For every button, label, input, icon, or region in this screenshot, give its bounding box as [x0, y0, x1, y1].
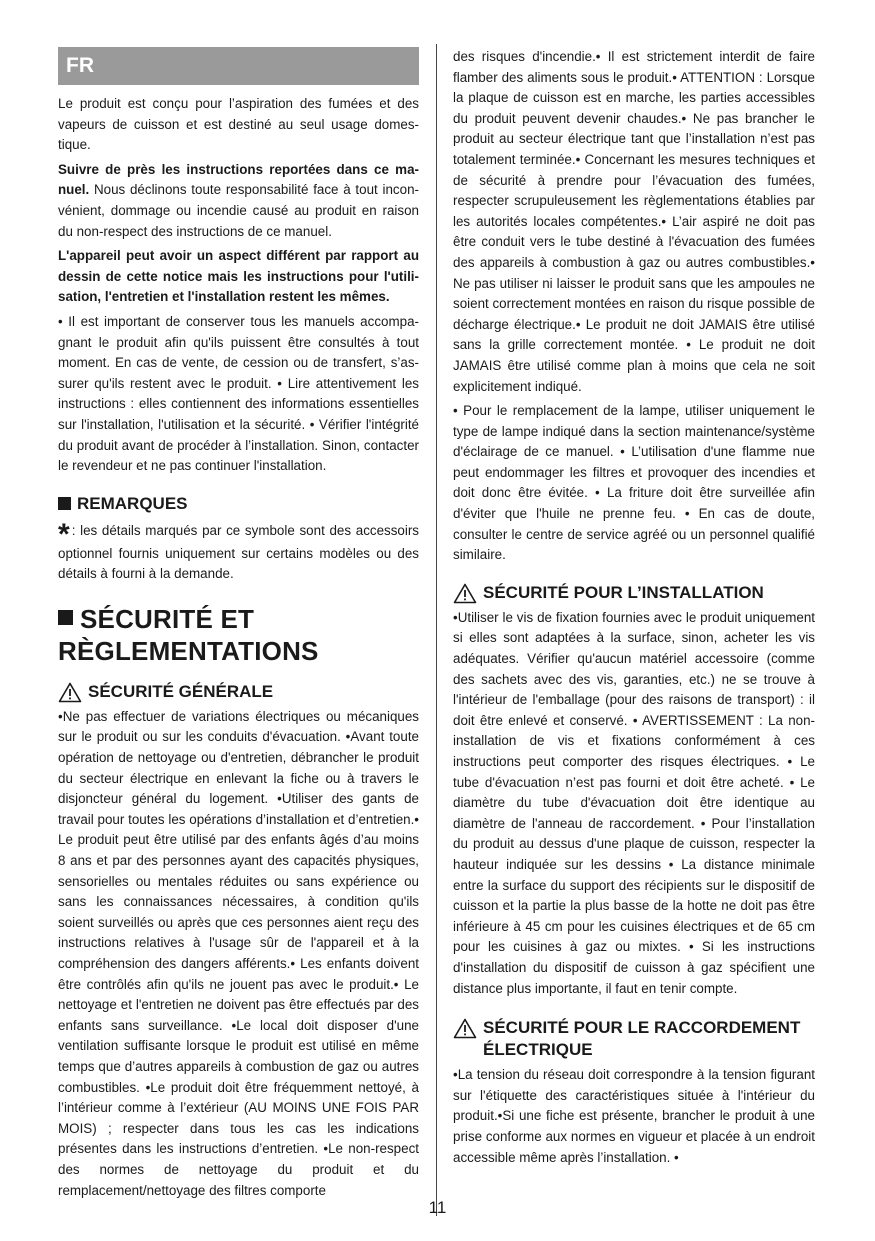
warning-triangle-icon — [58, 682, 82, 703]
left-column — [58, 47, 419, 1205]
securite-raccordement-title: SÉCURITÉ POUR LE RACCORDEMENT ÉLECTRIQUE — [483, 1018, 801, 1060]
page-number: 11 — [428, 1198, 447, 1217]
intro-paragraph-2 — [58, 160, 419, 242]
securite-raccordement-heading — [453, 1017, 815, 1061]
remarques-body: : les détails marqués par ce symbole sont des accessoirs optionnel fournis uniquement sur certains modèles ou des détails à fourni à la demande. — [58, 522, 419, 582]
securite-generale-heading — [58, 681, 419, 703]
warning-triangle-icon — [453, 583, 477, 604]
securite-title-line2: RÈGLEMENTATIONS — [58, 635, 319, 666]
remarques-heading — [58, 493, 419, 515]
square-bullet-icon — [58, 497, 71, 510]
intro-paragraph-4: • Il est important de conserver tous les manuels accompagnant le produit afin qu'ils puissent être consultés à tout moment. En cas de vente, de cession ou de transfert, s’assurer qu'ils restent avec le produit. • Lire attentivement les instructions : elles contiennent des informations essentielles sur l'installation, l'utilisation et la sécurité. • Vérifier l'intégrité du produit avant de procéder à l’installation. Sinon, contacter le revendeur et ne pas continuer l'installation. — [58, 313, 419, 474]
remarques-title: REMARQUES — [77, 493, 188, 513]
securite-generale-title: SÉCURITÉ GÉNÉRALE — [88, 681, 274, 701]
remarques-text — [58, 517, 419, 585]
right-column — [453, 47, 815, 1172]
securite-raccordement-text: •La tension du réseau doit correspondre à la tension figurant sur l'étiquette des caractéristiques située à l'intérieur du produit.•Si une fiche est présente, brancher le produit à une prise conforme aux normes en vigueur et placée à un endroit accessible même après l’installation. • — [453, 1067, 815, 1165]
securite-title-line1: SÉCURITÉ ET — [80, 603, 255, 634]
column-divider — [436, 44, 437, 1216]
intro-paragraph-2-bold: Suivre de près les instructions reportées dans ce manuel. — [58, 161, 419, 198]
warning-triangle-icon — [453, 1018, 477, 1039]
language-header: FR — [58, 47, 419, 85]
asterisk-icon: * — [58, 517, 70, 551]
securite-installation-heading — [453, 582, 815, 604]
intro-paragraph-2-rest: Nous déclinons toute responsabilité face à tout inconvénient, dommage ou incendie causé au produit en raison du non-respect des instructions de ce manuel. — [58, 182, 419, 239]
intro-paragraph-3: L'appareil peut avoir un aspect différent par rapport au dessin de cette notice mais les instructions pour l'utilisation, l'entretien et l'installation restent les mêmes. — [58, 248, 419, 305]
square-bullet-icon — [58, 610, 73, 625]
securite-generale-text-right-2: • Pour le remplacement de la lampe, utiliser uniquement le type de lampe indiqué dans la section maintenance/système d'éclairage de ce manuel. • L’utilisation d'une flamme nue peut endommager les filtres et provoquer des incendies et doit donc être évitée. • La friture doit être surveillée afin d'éviter que l'huile ne prenne feu. • En cas de doute, consulter le centre de service agréé ou un personnel qualifié similaire. — [453, 403, 815, 563]
securite-installation-title: SÉCURITÉ POUR L’INSTALLATION — [483, 582, 764, 602]
intro-paragraph-1: Le produit est conçu pour l’aspiration des fumées et des vapeurs de cuisson et est destiné au seul usage domestique. — [58, 96, 419, 153]
securite-installation-text: •Utiliser le vis de fixation fournies avec le produit uniquement si elles sont adaptées à la surface, sinon, acheter les vis adéquates. Vérifier qu'aucun matériel accessoire (comme des sachets avec des vis, garanties, etc.) ne se trouve à l'intérieur de l'emballage (pour des raisons de transport) : il doit être enlevé et conservé. • AVERTISSEMENT : La non-installation de vis et fixations conformément à ces instructions peut comporter des risques électriques. • Le tube d'évacuation n’est pas fourni et doit être acheté. • Le diamètre du tube d'évacuation doit être identique au diamètre de l'anneau de raccordement. • Pour l’installation du produit au dessus d'une plaque de cuisson, respecter la hauteur indiquée sur les dessins • La distance minimale entre la surface du support des récipients sur le dispositif de cuisson et la partie la plus basse de la hotte ne doit pas être inférieure à 45 cm pour les cuisines électriques et de 65 cm pour les cuisines à gaz ou mixtes. • Si les instructions d'installation du dispositif de cuisson à gaz spécifient une distance plus importante, il faut en tenir compte. — [453, 609, 815, 996]
securite-generale-text-left: •Ne pas effectuer de variations électriques ou mécaniques sur le produit ou sur les conduits d'évacuation. •Avant toute opération de nettoyage ou d'entretien, débrancher le produit du secteur électrique en enlevant la fiche ou à travers le disjoncteur général du logement. •Utiliser des gants de travail pour toutes les opérations d’installation et d’entretien.• Le produit peut être utilisé par des enfants âgés d’au moins 8 ans et par des personnes ayant des capacités physiques, sensorielles ou mentales réduites ou sans expérience ou sans les connaissances nécessaires, à condition qu'ils soient surveillés ou après que ces personnes aient reçu des instructions relatives à l'usage sûr de l'appareil et à la compréhension des dangers afférents.• Les enfants doivent être contrôlés afin qu'ils ne jouent pas avec le produit.• Le nettoyage et l'entretien ne doivent pas être effectués par des enfants sans surveillance. •Le local doit disposer d'une ventilation suffisante lorsque le produit est utilisé en même temps que d’autres appareils à combustion de gaz ou autres combustibles. •Le produit doit être fréquemment nettoyé, à l’intérieur comme à l’extérieur (AU MOINS UNE FOIS PAR MOIS) ; respecter dans tous les cas les indications présentes dans les instructions d’entretien. •Le non-respect des normes de nettoyage du produit et du remplacement/nettoyage des filtres comporte — [58, 708, 419, 1198]
securite-heading — [58, 603, 419, 667]
securite-generale-text-right: des risques d'incendie.• Il est strictement interdit de faire flamber des aliments sous le produit.• ATTENTION : Lorsque la plaque de cuisson est en marche, les parties accessibles du produit peuvent devenir chaudes.• Ne pas brancher le produit au secteur électrique tant que l’installation n’est pas totalement terminée.• Concernant les mesures techniques et de sécurité à prendre pour l’évacuation des fumées, respecter scrupuleusement les règlementations établies par les autorités locales compétentes.• L’air aspiré ne doit pas être conduit vers le tube destiné à l'évacuation des fumées des appareils à combustion à gaz ou autres combustibles.• Ne pas utiliser ni laisser le produit sans que les ampoules ne soient correctement montées en raison du risque possible de décharge électrique.• Le produit ne doit JAMAIS être utilisé sans la grille correctement montée. • Le produit ne doit JAMAIS être utilisé comme plan à moins que cela ne soit explicitement indiqué. — [453, 49, 815, 394]
